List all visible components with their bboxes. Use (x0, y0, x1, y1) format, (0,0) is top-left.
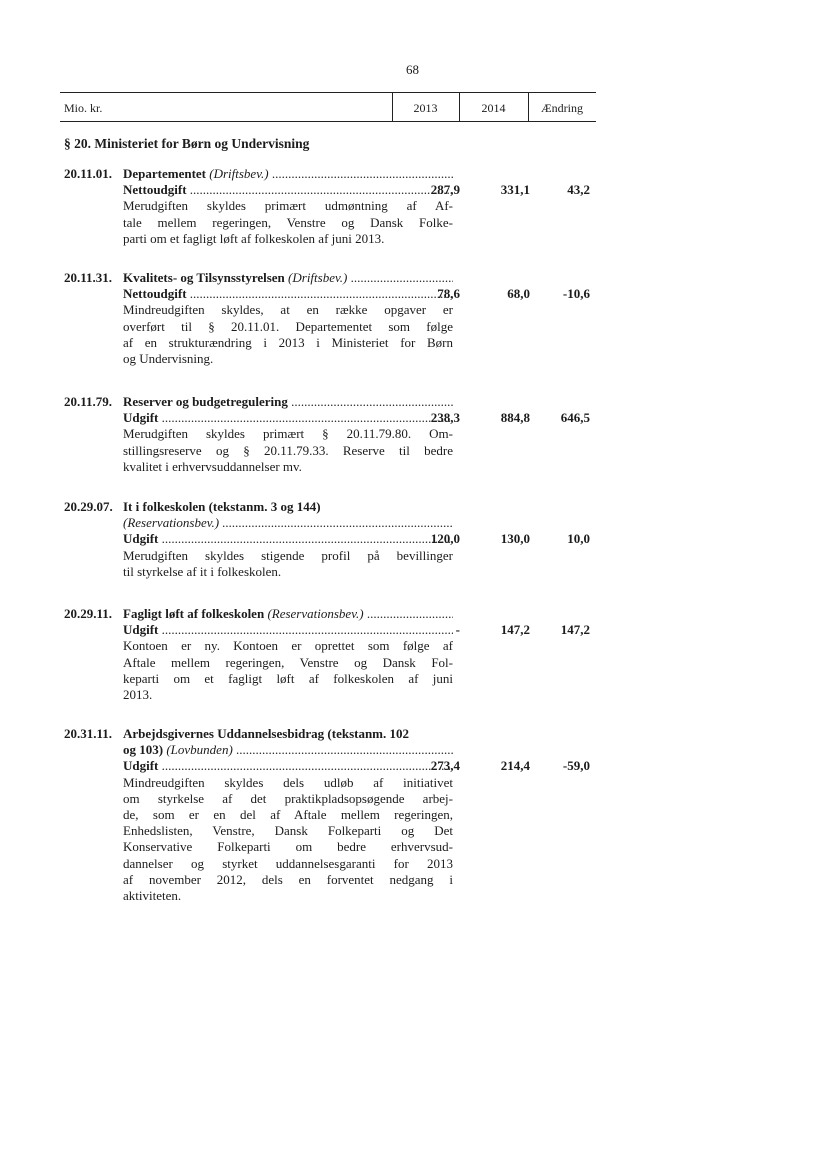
value-change: 646,5 (560, 410, 590, 425)
account-number: 20.31.11. (64, 726, 113, 741)
value-2013: 120,0 (430, 531, 460, 546)
entry-content (123, 726, 483, 904)
entry-sub-label: Udgift ..... (123, 531, 453, 547)
entry-text-line: Enhedslisten, Venstre, Dansk Folkeparti og Det (123, 823, 453, 839)
entry-text-line: kvalitet i erhvervsuddannelser mv. (123, 458, 302, 474)
entry-text-line: om styrkelse af det praktikpladsopsøgende arbej- (123, 790, 453, 806)
entry-title: Departementet (Driftsbev.) ..... (123, 166, 453, 182)
unit-label: Mio. kr. (64, 101, 103, 115)
value-2014: 214,4 (500, 758, 530, 773)
entry-content (123, 270, 453, 367)
entry-title: Kvalitets- og Tilsynsstyrelsen (Driftsbev.) ..... (123, 270, 453, 286)
value-change: -10,6 (562, 286, 590, 301)
value-change: -59,0 (562, 758, 590, 773)
entry-title-line2: (Reservationsbev.) ..... (123, 515, 453, 531)
account-number: 20.11.31. (64, 270, 113, 285)
value-2013: 287,9 (430, 182, 460, 197)
entry-text-line: de, som er en del af Aftale mellem regeringen, (123, 806, 453, 822)
entry-sub-label: Udgift ..... (123, 410, 453, 426)
entry-sub-label: Nettoudgift ..... (123, 286, 453, 302)
value-2013: 273,4 (430, 758, 460, 773)
entry-title: It i folkeskolen (tekstanm. 3 og 144) (123, 499, 321, 514)
value-2014: 884,8 (500, 410, 530, 425)
value-change: 43,2 (567, 182, 590, 197)
entry-text-line: Kontoen er ny. Kontoen er oprettet som følge af (123, 638, 453, 654)
value-2013: - (455, 622, 460, 637)
entry-title: Reserver og budgetregulering ..... (123, 394, 453, 410)
entry-text-line: Merudgiften skyldes primært udmøntning af Af- (123, 198, 453, 214)
entry-text-line: aktiviteten. (123, 887, 182, 903)
account-number: 20.29.11. (64, 606, 113, 621)
entry-sub-label: Nettoudgift ..... (123, 182, 453, 198)
table-header (60, 92, 596, 122)
entry-text-line: Konservative Folkeparti om bedre erhvervsud- (123, 839, 453, 855)
entry-content (123, 394, 453, 475)
value-2014: 147,2 (500, 622, 530, 637)
value-2013: 238,3 (430, 410, 460, 425)
entry-text-line: og Undervisning. (123, 350, 214, 366)
entry-text-line: Mindreudgiften skyldes dels udløb af initiativet (123, 774, 453, 790)
entry-text-line: til styrkelse af it i folkeskolen. (123, 563, 282, 579)
account-number: 20.11.79. (64, 394, 113, 409)
entry-text-line: dannelser og styrket uddannelsesgaranti for 2013 (123, 855, 453, 871)
entry-text-line: af en strukturændring i 2013 i Ministeriet for Børn (123, 334, 453, 350)
entry-content (123, 606, 453, 703)
year-2014-header: 2014 (481, 101, 506, 115)
entry-text-line: stillingsreserve og § 20.11.79.33. Reserve til bedre (123, 442, 453, 458)
value-2014: 331,1 (500, 182, 530, 197)
entry-text-line: tale mellem regeringen, Venstre og Dansk Folke- (123, 214, 453, 230)
entry-text-line: keparti om et fagligt løft af folkeskolen af juni (123, 670, 453, 686)
account-number: 20.11.01. (64, 166, 113, 181)
value-change: 10,0 (567, 531, 590, 546)
entry-title: Arbejdsgivernes Uddannelsesbidrag (tekstanm. 102 (123, 726, 410, 741)
entry-text-line: Aftale mellem regeringen, Venstre og Dansk Fol- (123, 654, 453, 670)
year-2013-header: 2013 (413, 101, 438, 115)
account-number: 20.29.07. (64, 499, 113, 514)
entry-sub-label: Udgift ..... (123, 758, 453, 774)
section-title: § 20. Ministeriet for Børn og Undervisning (64, 136, 310, 151)
entry-sub-label: Udgift ..... (123, 622, 453, 638)
entry-text-line: af november 2012, dels en forventet nedgang i (123, 871, 453, 887)
entry-text-line: parti om et fagligt løft af folkeskolen af juni 2013. (123, 230, 385, 246)
entry-text-line: Mindreudgiften skyldes, at en række opgaver er (123, 302, 453, 318)
entry-title: Fagligt løft af folkeskolen (Reservationsbev.) ..... (123, 606, 453, 622)
value-change: 147,2 (560, 622, 590, 637)
entry-content (123, 166, 453, 247)
entry-text-line: 2013. (123, 686, 153, 702)
value-2014: 68,0 (507, 286, 530, 301)
change-header: Ændring (541, 101, 583, 115)
entry-text-line: Merudgiften skyldes stigende profil på bevillinger (123, 547, 453, 563)
page-number: 68 (406, 62, 419, 77)
entry-text-line: Merudgiften skyldes primært § 20.11.79.80. Om- (123, 426, 453, 442)
value-2014: 130,0 (500, 531, 530, 546)
entry-title-line2: og 103) (Lovbunden) ..... (123, 742, 453, 758)
entry-text-line: overført til § 20.11.01. Departementet som følge (123, 318, 453, 334)
value-2013: 78,6 (437, 286, 460, 301)
